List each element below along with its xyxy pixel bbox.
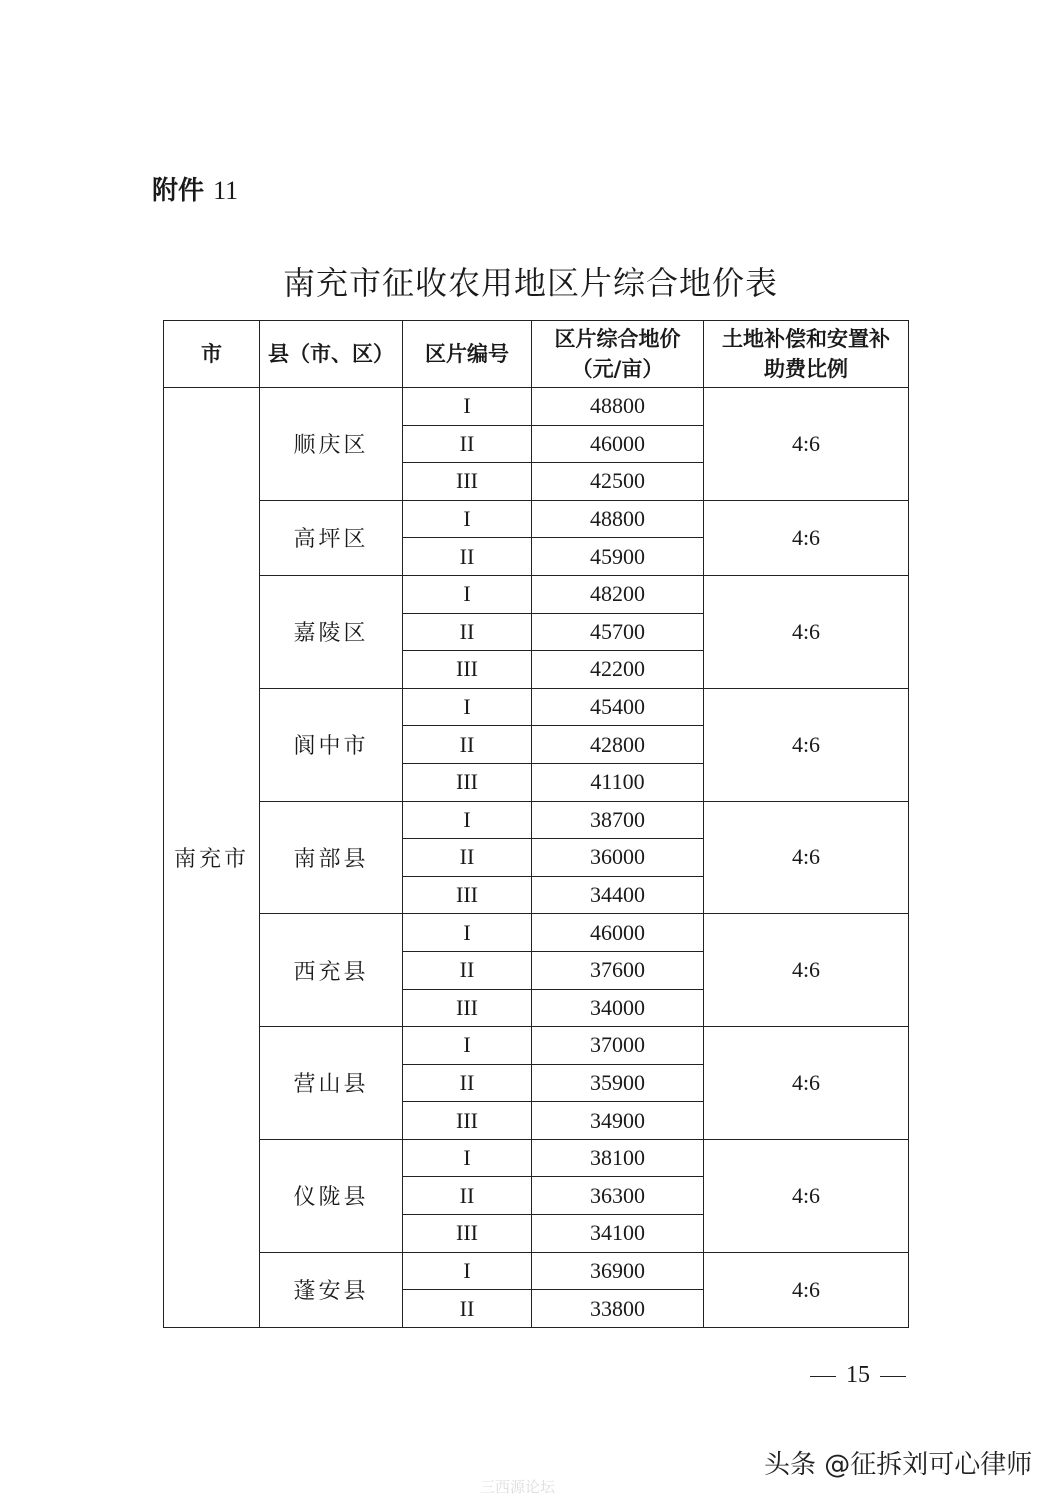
page-title: 南充市征收农用地区片综合地价表	[282, 264, 778, 302]
zone-code-cell: I	[403, 688, 532, 726]
zone-code-cell: III	[403, 1102, 532, 1140]
zone-price-cell: 48200	[532, 575, 704, 613]
zone-price-cell: 48800	[532, 500, 704, 538]
zone-price-cell: 42200	[532, 651, 704, 689]
zone-price-cell: 45400	[532, 688, 704, 726]
zone-code-cell: II	[403, 538, 532, 576]
zone-price-cell: 41100	[532, 763, 704, 801]
ratio-cell: 4:6	[704, 801, 909, 914]
table-row	[164, 1027, 909, 1065]
zone-code-cell: II	[403, 613, 532, 651]
district-cell: 顺庆区	[260, 388, 403, 501]
district-cell: 营山县	[260, 1027, 403, 1140]
district-cell: 南部县	[260, 801, 403, 914]
zone-price-cell: 42500	[532, 463, 704, 501]
header-ratio	[704, 321, 909, 388]
page-number	[800, 1362, 916, 1389]
zone-code-cell: I	[403, 1027, 532, 1065]
table-row	[164, 1139, 909, 1177]
zone-code-cell: II	[403, 1177, 532, 1215]
table-row	[164, 575, 909, 613]
zone-price-cell: 37600	[532, 951, 704, 989]
zone-price-cell: 34100	[532, 1215, 704, 1253]
zone-price-cell: 46000	[532, 425, 704, 463]
zone-code-cell: III	[403, 651, 532, 689]
zone-price-cell: 35900	[532, 1064, 704, 1102]
zone-price-cell: 36300	[532, 1177, 704, 1215]
zone-code-cell: III	[403, 463, 532, 501]
dash-left	[810, 1376, 836, 1377]
zone-code-cell: III	[403, 763, 532, 801]
zone-price-cell: 37000	[532, 1027, 704, 1065]
zone-code-cell: II	[403, 425, 532, 463]
zone-code-cell: I	[403, 1139, 532, 1177]
zone-price-cell: 48800	[532, 388, 704, 426]
zone-price-cell: 46000	[532, 914, 704, 952]
table-header-row	[164, 321, 909, 388]
zone-code-cell: I	[403, 500, 532, 538]
table-row	[164, 388, 909, 426]
district-cell: 嘉陵区	[260, 575, 403, 688]
city-cell: 南充市	[164, 388, 260, 1328]
ratio-cell: 4:6	[704, 575, 909, 688]
zone-price-cell: 36900	[532, 1252, 704, 1290]
zone-price-cell: 45900	[532, 538, 704, 576]
table-row	[164, 688, 909, 726]
zone-price-cell: 34900	[532, 1102, 704, 1140]
zone-price-cell: 34000	[532, 989, 704, 1027]
header-ratio-line1: 土地补偿和安置补	[722, 327, 890, 351]
district-cell: 西充县	[260, 914, 403, 1027]
header-zone: 区片编号	[403, 321, 532, 388]
land-price-table	[163, 320, 909, 1328]
dash-right	[880, 1376, 906, 1377]
district-cell: 蓬安县	[260, 1252, 403, 1327]
zone-price-cell: 38100	[532, 1139, 704, 1177]
zone-price-cell: 34400	[532, 876, 704, 914]
ratio-cell: 4:6	[704, 388, 909, 501]
ratio-cell: 4:6	[704, 1252, 909, 1327]
zone-code-cell: II	[403, 1290, 532, 1328]
zone-code-cell: I	[403, 914, 532, 952]
attachment-number: 11	[213, 176, 239, 205]
zone-code-cell: II	[403, 1064, 532, 1102]
zone-code-cell: I	[403, 575, 532, 613]
table-row	[164, 1252, 909, 1290]
attachment-word: 附件	[152, 176, 205, 206]
zone-code-cell: II	[403, 839, 532, 877]
header-ratio-line2: 助费比例	[764, 357, 848, 381]
zone-code-cell: III	[403, 876, 532, 914]
header-price	[532, 321, 704, 388]
zone-code-cell: I	[403, 801, 532, 839]
zone-price-cell: 36000	[532, 839, 704, 877]
faint-watermark: 三西源论坛	[480, 1478, 556, 1496]
header-district: 县（市、区）	[260, 321, 403, 388]
zone-code-cell: III	[403, 1215, 532, 1253]
table-row	[164, 914, 909, 952]
table-body	[164, 388, 909, 1328]
zone-code-cell: I	[403, 388, 532, 426]
table-row	[164, 801, 909, 839]
table-row	[164, 500, 909, 538]
ratio-cell: 4:6	[704, 500, 909, 575]
zone-price-cell: 38700	[532, 801, 704, 839]
district-cell: 仪陇县	[260, 1139, 403, 1252]
ratio-cell: 4:6	[704, 688, 909, 801]
watermark: 头条 @征拆刘可心律师	[764, 1450, 1033, 1480]
zone-price-cell: 42800	[532, 726, 704, 764]
zone-code-cell: II	[403, 951, 532, 989]
ratio-cell: 4:6	[704, 1027, 909, 1140]
ratio-cell: 4:6	[704, 914, 909, 1027]
attachment-label	[152, 170, 238, 207]
header-price-line1: 区片综合地价	[554, 327, 681, 351]
ratio-cell: 4:6	[704, 1139, 909, 1252]
zone-price-cell: 33800	[532, 1290, 704, 1328]
district-cell: 阆中市	[260, 688, 403, 801]
zone-code-cell: I	[403, 1252, 532, 1290]
header-price-line2: （元/亩）	[571, 357, 664, 381]
header-city: 市	[164, 321, 260, 388]
page-number-value: 15	[846, 1362, 870, 1388]
zone-code-cell: II	[403, 726, 532, 764]
zone-price-cell: 45700	[532, 613, 704, 651]
district-cell: 高坪区	[260, 500, 403, 575]
zone-code-cell: III	[403, 989, 532, 1027]
